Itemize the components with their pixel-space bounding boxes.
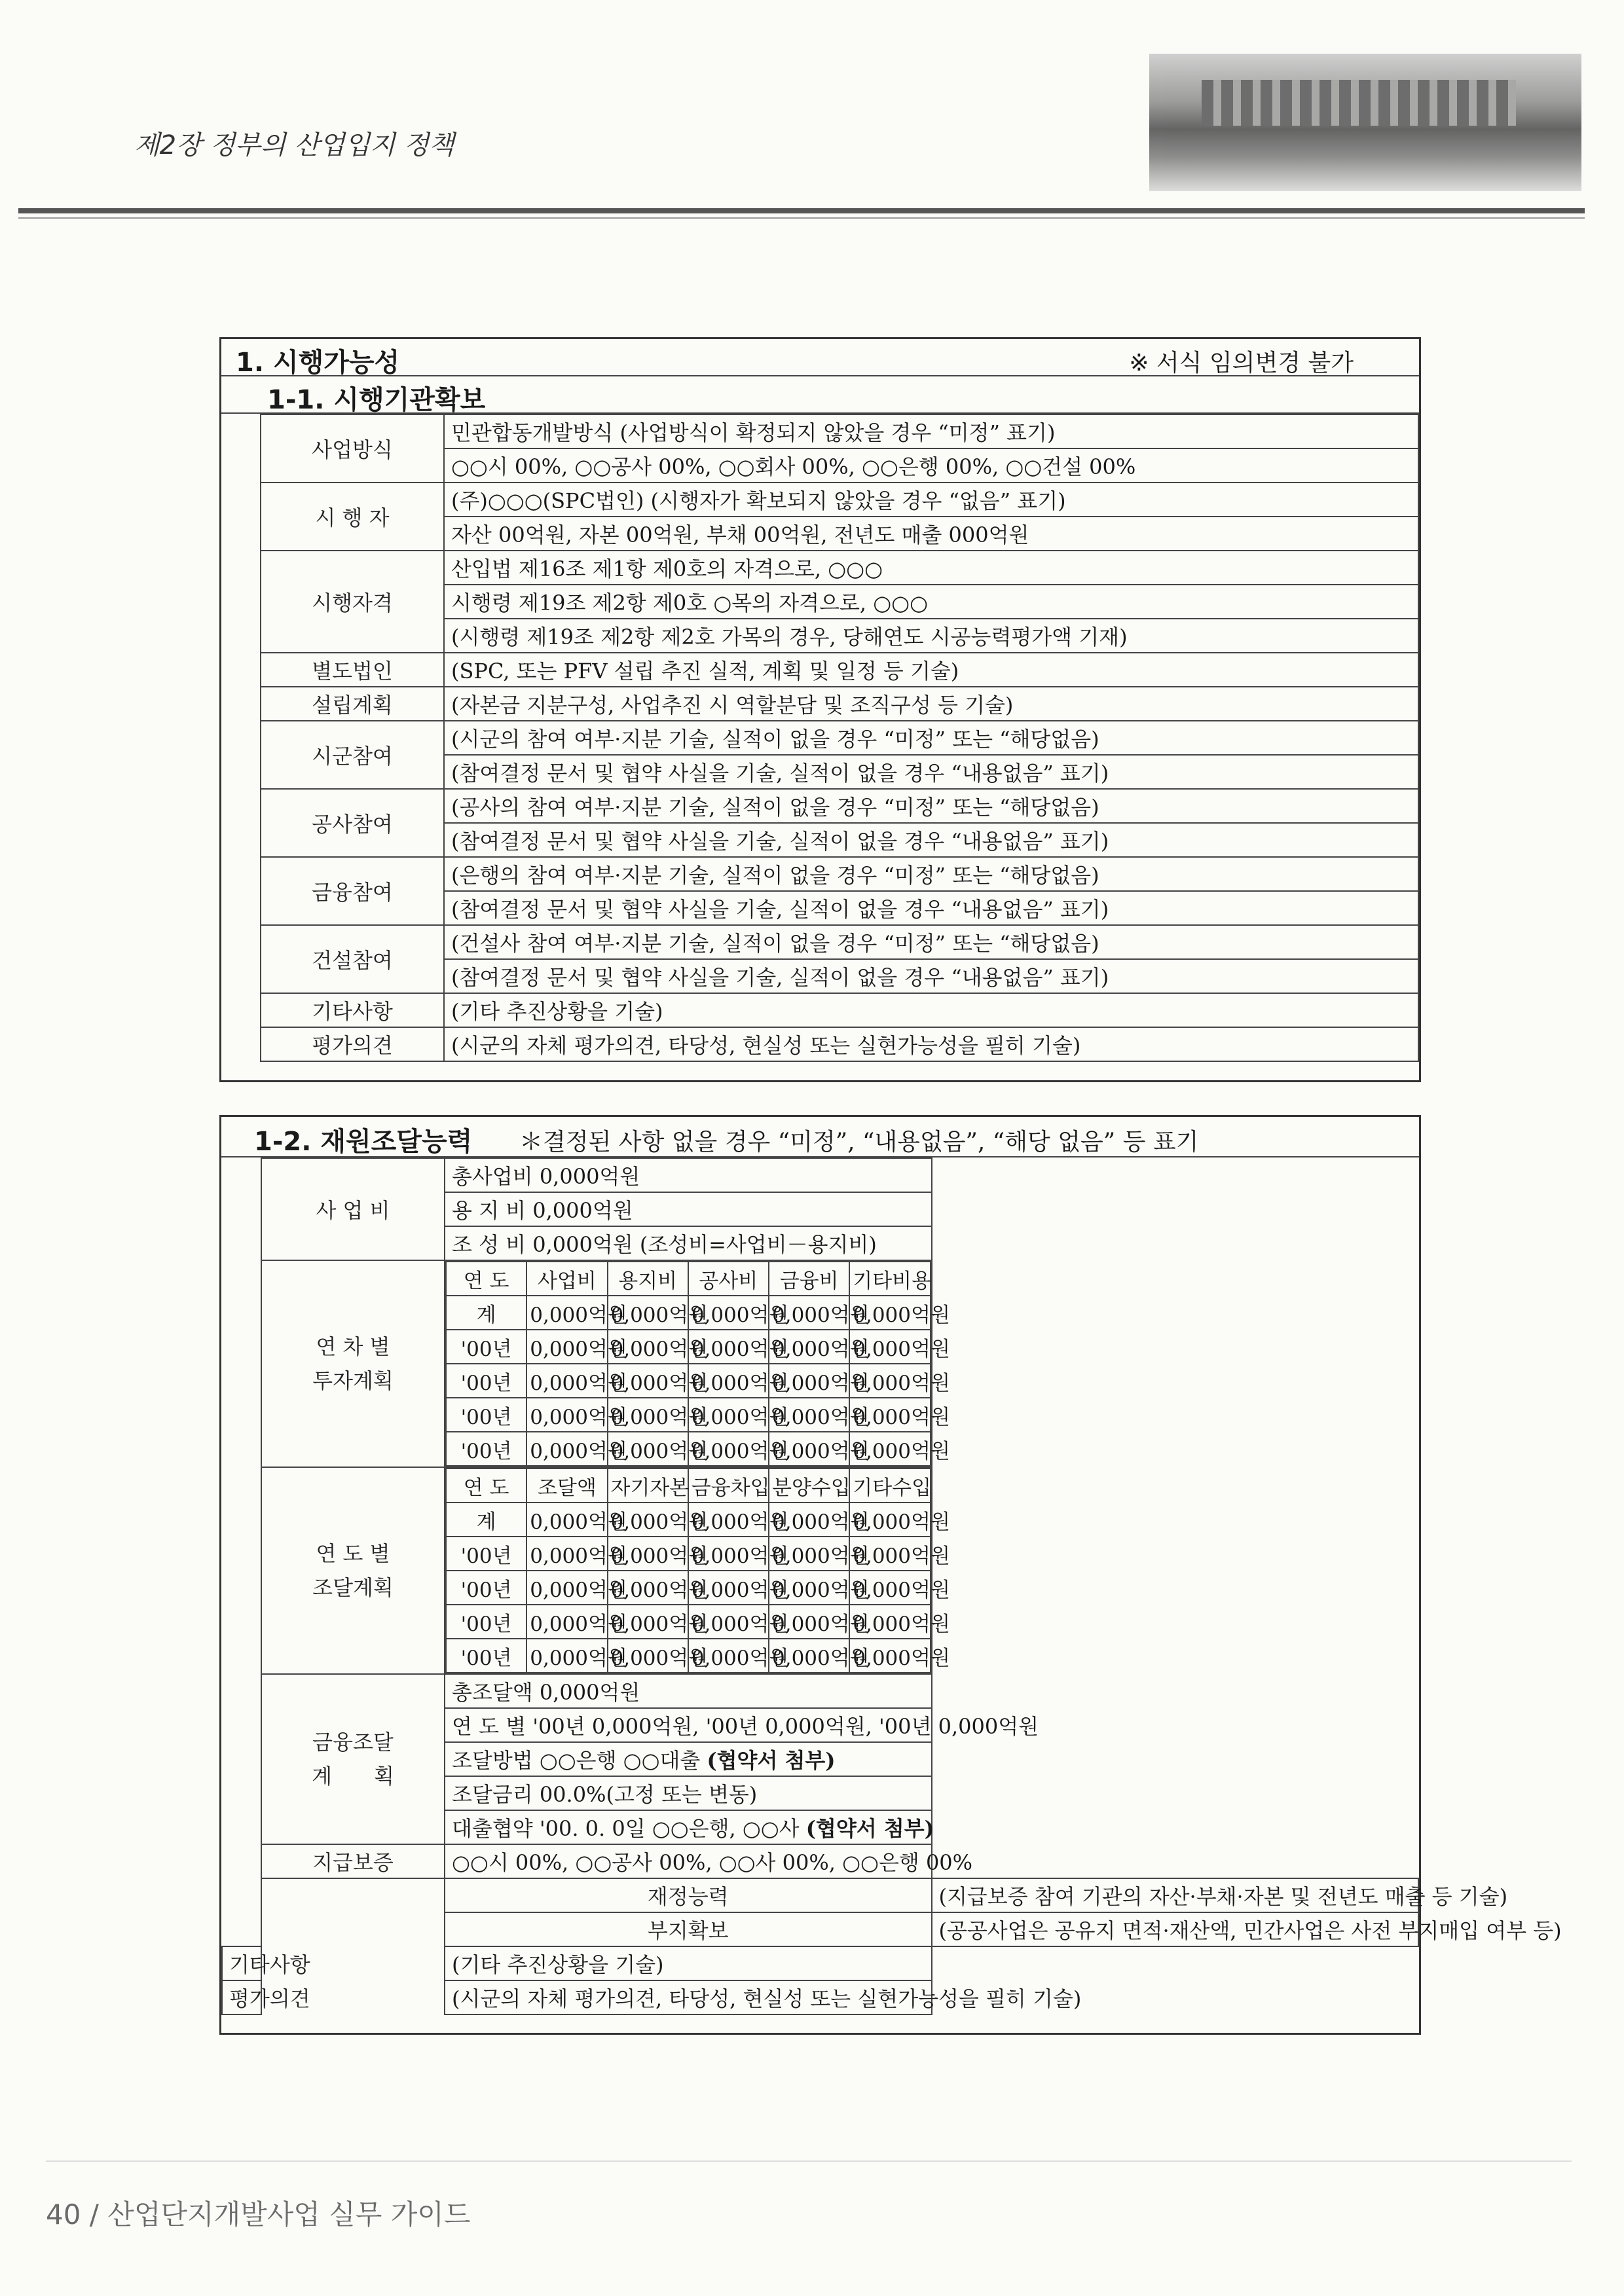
row-text: (참여결정 문서 및 협약 사실을 기술, 실적이 없을 경우 “내용없음” 표기) bbox=[444, 755, 1418, 789]
executor-table bbox=[221, 414, 1419, 1062]
row-text: (시행령 제19조 제2항 제2호 가목의 경우, 당해연도 시공능력평가액 기재) bbox=[444, 619, 1418, 653]
table-cell: 0,000억원 bbox=[608, 1639, 688, 1673]
table-cell: 0,000억원 bbox=[849, 1605, 930, 1639]
table-cell: 0,000억원 bbox=[688, 1296, 769, 1330]
table-header-row bbox=[446, 1468, 931, 1503]
row-text: 민관합동개발방식 (사업방식이 확정되지 않았을 경우 “미정” 표기) bbox=[444, 414, 1418, 448]
table-row bbox=[222, 1260, 1418, 1467]
page-footer: 40 / 산업단지개발사업 실무 가이드 bbox=[46, 2198, 471, 2231]
table-cell: 0,000억원 bbox=[769, 1296, 849, 1330]
subsection-title: 1-1. 시행기관확보 bbox=[267, 385, 486, 415]
row-text: (참여결정 문서 및 협약 사실을 기술, 실적이 없을 경우 “내용없음” 표기) bbox=[444, 959, 1418, 993]
table-row bbox=[446, 1537, 931, 1571]
table-row bbox=[446, 1296, 931, 1330]
table-cell: 계 bbox=[446, 1296, 526, 1330]
table-cell: 0,000억원 bbox=[769, 1364, 849, 1398]
table-row bbox=[446, 1605, 931, 1639]
table-cell: '00년 bbox=[446, 1398, 526, 1432]
table-row bbox=[222, 1467, 1418, 1674]
agreement-note: (협약서 첨부) bbox=[805, 1816, 934, 1841]
table-cell: 0,000억원 bbox=[526, 1605, 607, 1639]
funding-plan-table bbox=[445, 1468, 950, 1673]
table-cell: 0,000억원 bbox=[849, 1503, 930, 1537]
row-label: 재정능력 bbox=[445, 1878, 932, 1912]
row-text: 산입법 제16조 제1항 제0호의 자격으로, ○○○ bbox=[444, 551, 1418, 585]
table-cell: 0,000억원 bbox=[769, 1330, 849, 1364]
table-cell: 0,000억원 bbox=[608, 1432, 688, 1466]
row-label: 금융참여 bbox=[261, 857, 444, 925]
chapter-title: 제2장 정부의 산업입지 정책 bbox=[134, 130, 454, 160]
table-cell: '00년 bbox=[446, 1364, 526, 1398]
table-cell: 0,000억원 bbox=[688, 1639, 769, 1673]
row-text: (은행의 참여 여부·지분 기술, 실적이 없을 경우 “미정” 또는 “해당없음) bbox=[444, 857, 1418, 891]
row-label: 지급보증 bbox=[261, 1844, 445, 1878]
row-label-line: 연 차 별 bbox=[316, 1334, 390, 1359]
column-header: 자기자본 bbox=[608, 1468, 688, 1503]
column-header: 분양수입 bbox=[769, 1468, 849, 1503]
table-row bbox=[221, 721, 1418, 755]
investment-plan-cell bbox=[445, 1260, 950, 1467]
row-text: (참여결정 문서 및 협약 사실을 기술, 실적이 없을 경우 “내용없음” 표기) bbox=[444, 891, 1418, 925]
row-text: 시행령 제19조 제2항 제0호 ○목의 자격으로, ○○○ bbox=[444, 585, 1418, 619]
row-label bbox=[261, 1260, 445, 1467]
table-row bbox=[221, 993, 1418, 1027]
row-text: ○○시 00%, ○○공사 00%, ○○회사 00%, ○○은행 00%, ○○건설 00% bbox=[444, 448, 1418, 483]
feasibility-section bbox=[219, 337, 1421, 1082]
section-title-row bbox=[221, 339, 1419, 376]
table-cell: '00년 bbox=[446, 1537, 526, 1571]
row-text: (시군의 자체 평가의견, 타당성, 현실성 또는 실현가능성을 필히 기술) bbox=[444, 1027, 1418, 1061]
table-cell: 0,000억원 bbox=[526, 1364, 607, 1398]
indent-spacer bbox=[222, 1158, 261, 1946]
funding-section bbox=[219, 1115, 1562, 2035]
column-header: 기타비용 bbox=[849, 1262, 930, 1296]
row-label-line: 투자계획 bbox=[312, 1368, 394, 1393]
table-row bbox=[221, 925, 1418, 959]
table-cell: 0,000억원 bbox=[688, 1605, 769, 1639]
row-text: (SPC, 또는 PFV 설립 추진 실적, 계획 및 일정 등 기술) bbox=[444, 653, 1418, 687]
funding-table bbox=[221, 1157, 1562, 2015]
table-row bbox=[221, 653, 1418, 687]
row-text: (시군의 자체 평가의견, 타당성, 현실성 또는 실현가능성을 필히 기술) bbox=[445, 1980, 932, 2014]
table-cell: 0,000억원 bbox=[849, 1639, 930, 1673]
row-text: (지급보증 참여 기관의 자산·부채·자본 및 전년도 매출 등 기술) bbox=[932, 1878, 1419, 1912]
table-row bbox=[222, 1674, 1418, 1708]
row-label-line: 금융조달 bbox=[312, 1730, 394, 1755]
row-text: (참여결정 문서 및 협약 사실을 기술, 실적이 없을 경우 “내용없음” 표기) bbox=[444, 823, 1418, 857]
row-text: (건설사 참여 여부·지분 기술, 실적이 없을 경우 “미정” 또는 “해당없음) bbox=[444, 925, 1418, 959]
header-divider-thin bbox=[18, 217, 1585, 219]
table-cell: 0,000억원 bbox=[688, 1398, 769, 1432]
table-cell: '00년 bbox=[446, 1605, 526, 1639]
format-note: ※ 서식 임의변경 불가 bbox=[1129, 350, 1354, 376]
table-row bbox=[446, 1503, 931, 1537]
investment-plan-table bbox=[445, 1261, 950, 1467]
column-header: 기타수입 bbox=[849, 1468, 930, 1503]
row-text: 총조달액 0,000억원 bbox=[445, 1674, 932, 1708]
table-cell: 0,000억원 bbox=[688, 1503, 769, 1537]
table-cell: '00년 bbox=[446, 1330, 526, 1364]
table-row bbox=[222, 1878, 1418, 1912]
table-row bbox=[446, 1330, 931, 1364]
table-row bbox=[222, 1844, 1418, 1878]
row-label: 시행자격 bbox=[261, 551, 444, 653]
table-row bbox=[221, 857, 1418, 891]
table-cell: 0,000억원 bbox=[849, 1537, 930, 1571]
table-cell: 0,000억원 bbox=[526, 1398, 607, 1432]
table-cell: '00년 bbox=[446, 1571, 526, 1605]
column-header: 금융차입 bbox=[688, 1468, 769, 1503]
row-text: 자산 00억원, 자본 00억원, 부채 00억원, 전년도 매출 000억원 bbox=[444, 517, 1418, 551]
row-text: (주)○○○(SPC법인) (시행자가 확보되지 않았을 경우 “없음” 표기) bbox=[444, 483, 1418, 517]
table-cell: 0,000억원 bbox=[849, 1296, 930, 1330]
table-cell: 0,000억원 bbox=[688, 1537, 769, 1571]
table-cell: 0,000억원 bbox=[688, 1432, 769, 1466]
column-header: 연 도 bbox=[446, 1468, 526, 1503]
table-header-row bbox=[446, 1262, 931, 1296]
table-cell: 0,000억원 bbox=[688, 1364, 769, 1398]
table-cell: 0,000억원 bbox=[608, 1537, 688, 1571]
column-header: 금융비 bbox=[769, 1262, 849, 1296]
table-cell: 0,000억원 bbox=[608, 1330, 688, 1364]
column-header: 조달액 bbox=[526, 1468, 607, 1503]
row-label: 기타사항 bbox=[261, 993, 444, 1027]
table-cell: 0,000억원 bbox=[608, 1571, 688, 1605]
table-cell: '00년 bbox=[446, 1639, 526, 1673]
table-cell: 0,000억원 bbox=[849, 1571, 930, 1605]
table-cell: 0,000억원 bbox=[526, 1503, 607, 1537]
row-text: (공사의 참여 여부·지분 기술, 실적이 없을 경우 “미정” 또는 “해당없음) bbox=[444, 789, 1418, 823]
row-label: 시군참여 bbox=[261, 721, 444, 789]
row-label: 사업방식 bbox=[261, 414, 444, 483]
row-text: (기타 추진상황을 기술) bbox=[445, 1946, 932, 1980]
row-text: ○○시 00%, ○○공사 00%, ○○사 00%, ○○은행 00% bbox=[445, 1844, 932, 1878]
column-header: 용지비 bbox=[608, 1262, 688, 1296]
table-cell: 0,000억원 bbox=[688, 1571, 769, 1605]
funding-plan-cell bbox=[445, 1467, 950, 1674]
row-text: 총사업비 0,000억원 bbox=[445, 1158, 932, 1192]
table-cell: 0,000억원 bbox=[526, 1296, 607, 1330]
row-text bbox=[445, 1742, 932, 1776]
table-cell: 0,000억원 bbox=[526, 1432, 607, 1466]
subsection-title-row bbox=[221, 376, 1419, 414]
footer-divider bbox=[46, 2160, 1572, 2162]
text-segment: 대출협약 '00. 0. 0일 ○○은행, ○○사 bbox=[452, 1816, 806, 1841]
row-text: 조달금리 00.0%(고정 또는 변동) bbox=[445, 1776, 932, 1810]
table-cell: 0,000억원 bbox=[769, 1432, 849, 1466]
row-text: (기타 추진상황을 기술) bbox=[444, 993, 1418, 1027]
row-text: 조 성 비 0,000억원 (조성비=사업비－용지비) bbox=[445, 1226, 932, 1260]
table-cell: 0,000억원 bbox=[608, 1605, 688, 1639]
table-cell: 0,000억원 bbox=[849, 1364, 930, 1398]
table-row bbox=[446, 1571, 931, 1605]
table-row bbox=[446, 1432, 931, 1466]
row-text: (자본금 지분구성, 사업추진 시 역할분담 및 조직구성 등 기술) bbox=[444, 687, 1418, 721]
table-row bbox=[222, 1158, 1418, 1192]
row-label: 별도법인 bbox=[261, 653, 444, 687]
row-text: (시군의 참여 여부·지분 기술, 실적이 없을 경우 “미정” 또는 “해당없음) bbox=[444, 721, 1418, 755]
table-cell: 0,000억원 bbox=[769, 1639, 849, 1673]
row-label bbox=[261, 1674, 445, 1844]
table-cell: 0,000억원 bbox=[608, 1364, 688, 1398]
table-cell: 0,000억원 bbox=[769, 1398, 849, 1432]
column-header: 사업비 bbox=[526, 1262, 607, 1296]
row-label-line: 조달계획 bbox=[312, 1575, 394, 1600]
section-note: ＊결정된 사항 없을 경우 “미정”, “내용없음”, “해당 없음” 등 표기 bbox=[519, 1129, 1199, 1156]
table-cell: 계 bbox=[446, 1503, 526, 1537]
table-row bbox=[221, 414, 1418, 448]
text-segment: 조달방법 ○○은행 ○○대출 bbox=[452, 1748, 707, 1773]
table-row bbox=[221, 551, 1418, 585]
row-label: 기타사항 bbox=[222, 1946, 261, 1980]
row-label: 건설참여 bbox=[261, 925, 444, 993]
row-label: 사 업 비 bbox=[261, 1158, 445, 1260]
table-cell: 0,000억원 bbox=[526, 1639, 607, 1673]
table-row bbox=[221, 789, 1418, 823]
row-text: 용 지 비 0,000억원 bbox=[445, 1192, 932, 1226]
indent-spacer bbox=[221, 414, 261, 1061]
row-label bbox=[261, 1467, 445, 1674]
table-cell: '00년 bbox=[446, 1432, 526, 1466]
row-text bbox=[445, 1810, 932, 1844]
row-text: 연 도 별 '00년 0,000억원, '00년 0,000억원, '00년 0,000억원 bbox=[445, 1708, 932, 1742]
table-cell: 0,000억원 bbox=[526, 1537, 607, 1571]
row-label: 평가의견 bbox=[222, 1980, 261, 2014]
table-cell: 0,000억원 bbox=[769, 1537, 849, 1571]
row-label: 시 행 자 bbox=[261, 483, 444, 551]
row-label-line: 계 획 bbox=[312, 1764, 394, 1789]
table-cell: 0,000억원 bbox=[608, 1296, 688, 1330]
row-label-line: 연 도 별 bbox=[316, 1541, 390, 1566]
table-row bbox=[446, 1398, 931, 1432]
row-label: 설립계획 bbox=[261, 687, 444, 721]
table-cell: 0,000억원 bbox=[849, 1330, 930, 1364]
table-cell: 0,000억원 bbox=[769, 1571, 849, 1605]
table-cell: 0,000억원 bbox=[769, 1503, 849, 1537]
header-divider bbox=[18, 208, 1585, 213]
table-row bbox=[446, 1639, 931, 1673]
table-row bbox=[221, 687, 1418, 721]
table-cell: 0,000억원 bbox=[849, 1398, 930, 1432]
column-header: 공사비 bbox=[688, 1262, 769, 1296]
table-cell: 0,000억원 bbox=[688, 1330, 769, 1364]
table-row bbox=[446, 1364, 931, 1398]
row-label: 공사참여 bbox=[261, 789, 444, 857]
table-cell: 0,000억원 bbox=[526, 1330, 607, 1364]
table-cell: 0,000억원 bbox=[608, 1503, 688, 1537]
column-header: 연 도 bbox=[446, 1262, 526, 1296]
table-cell: 0,000억원 bbox=[608, 1398, 688, 1432]
header-photo bbox=[1149, 54, 1581, 191]
table-cell: 0,000억원 bbox=[526, 1571, 607, 1605]
row-label: 부지확보 bbox=[445, 1912, 932, 1946]
table-row bbox=[221, 1027, 1418, 1061]
row-label: 평가의견 bbox=[261, 1027, 444, 1061]
section-title: 1-2. 재원조달능력 bbox=[254, 1127, 473, 1157]
section-title-row bbox=[221, 1117, 1419, 1157]
table-cell: 0,000억원 bbox=[849, 1432, 930, 1466]
table-row bbox=[221, 483, 1418, 517]
table-cell: 0,000억원 bbox=[769, 1605, 849, 1639]
section-title: 1. 시행가능성 bbox=[236, 348, 400, 378]
agreement-note: (협약서 첨부) bbox=[707, 1748, 836, 1773]
row-text: (공공사업은 공유지 면적·재산액, 민간사업은 사전 부지매입 여부 등) bbox=[932, 1912, 1419, 1946]
